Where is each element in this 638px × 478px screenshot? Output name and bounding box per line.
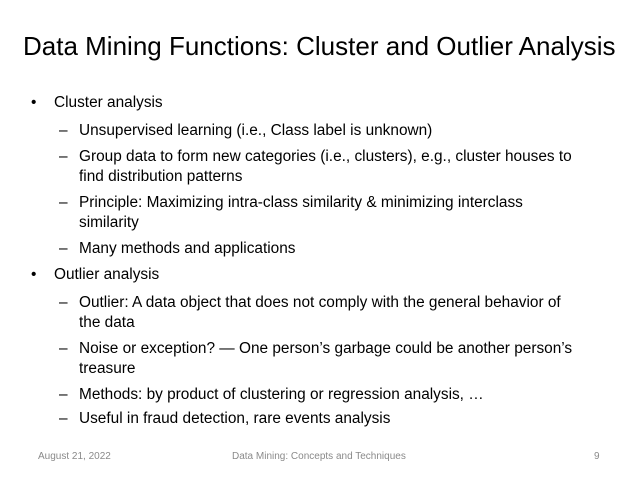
sub-bullet-unsupervised: Unsupervised learning (i.e., Class label is unknown): [79, 122, 433, 139]
bullet-cluster-analysis: Cluster analysis: [54, 94, 163, 111]
sub-bullet-marker: –: [59, 148, 68, 165]
sub-bullet-methods-byproduct: Methods: by product of clustering or regression analysis, …: [79, 386, 484, 403]
sub-bullet-marker: –: [59, 340, 68, 357]
sub-bullet-marker: –: [59, 386, 68, 403]
sub-bullet-marker: –: [59, 194, 68, 211]
sub-bullet-noise: Noise or exception? — One person’s garbage could be another person’s: [79, 340, 573, 357]
sub-bullet-outlier-definition: Outlier: A data object that does not comply with the general behavior of: [79, 294, 561, 311]
sub-bullet-methods-applications: Many methods and applications: [79, 240, 296, 257]
sub-bullet-marker: –: [59, 410, 68, 427]
slide-title: Data Mining Functions: Cluster and Outlier Analysis: [23, 31, 616, 61]
sub-bullet-group-data-cont: find distribution patterns: [79, 168, 243, 185]
page-number: 9: [594, 451, 600, 462]
sub-bullet-group-data: Group data to form new categories (i.e., clusters), e.g., cluster houses to: [79, 148, 572, 165]
sub-bullet-fraud-detection: Useful in fraud detection, rare events analysis: [79, 410, 391, 427]
sub-bullet-outlier-definition-cont: the data: [79, 314, 135, 331]
sub-bullet-marker: –: [59, 122, 68, 139]
sub-bullet-principle-cont: similarity: [79, 214, 139, 231]
bullet-outlier-analysis: Outlier analysis: [54, 266, 160, 283]
sub-bullet-noise-cont: treasure: [79, 360, 136, 377]
bullet-marker: •: [31, 94, 37, 111]
footer-title: Data Mining: Concepts and Techniques: [232, 451, 406, 462]
sub-bullet-marker: –: [59, 240, 68, 257]
footer-date: August 21, 2022: [38, 451, 111, 462]
sub-bullet-marker: –: [59, 294, 68, 311]
bullet-marker: •: [31, 266, 37, 283]
sub-bullet-principle: Principle: Maximizing intra-class similarity & minimizing interclass: [79, 194, 523, 211]
